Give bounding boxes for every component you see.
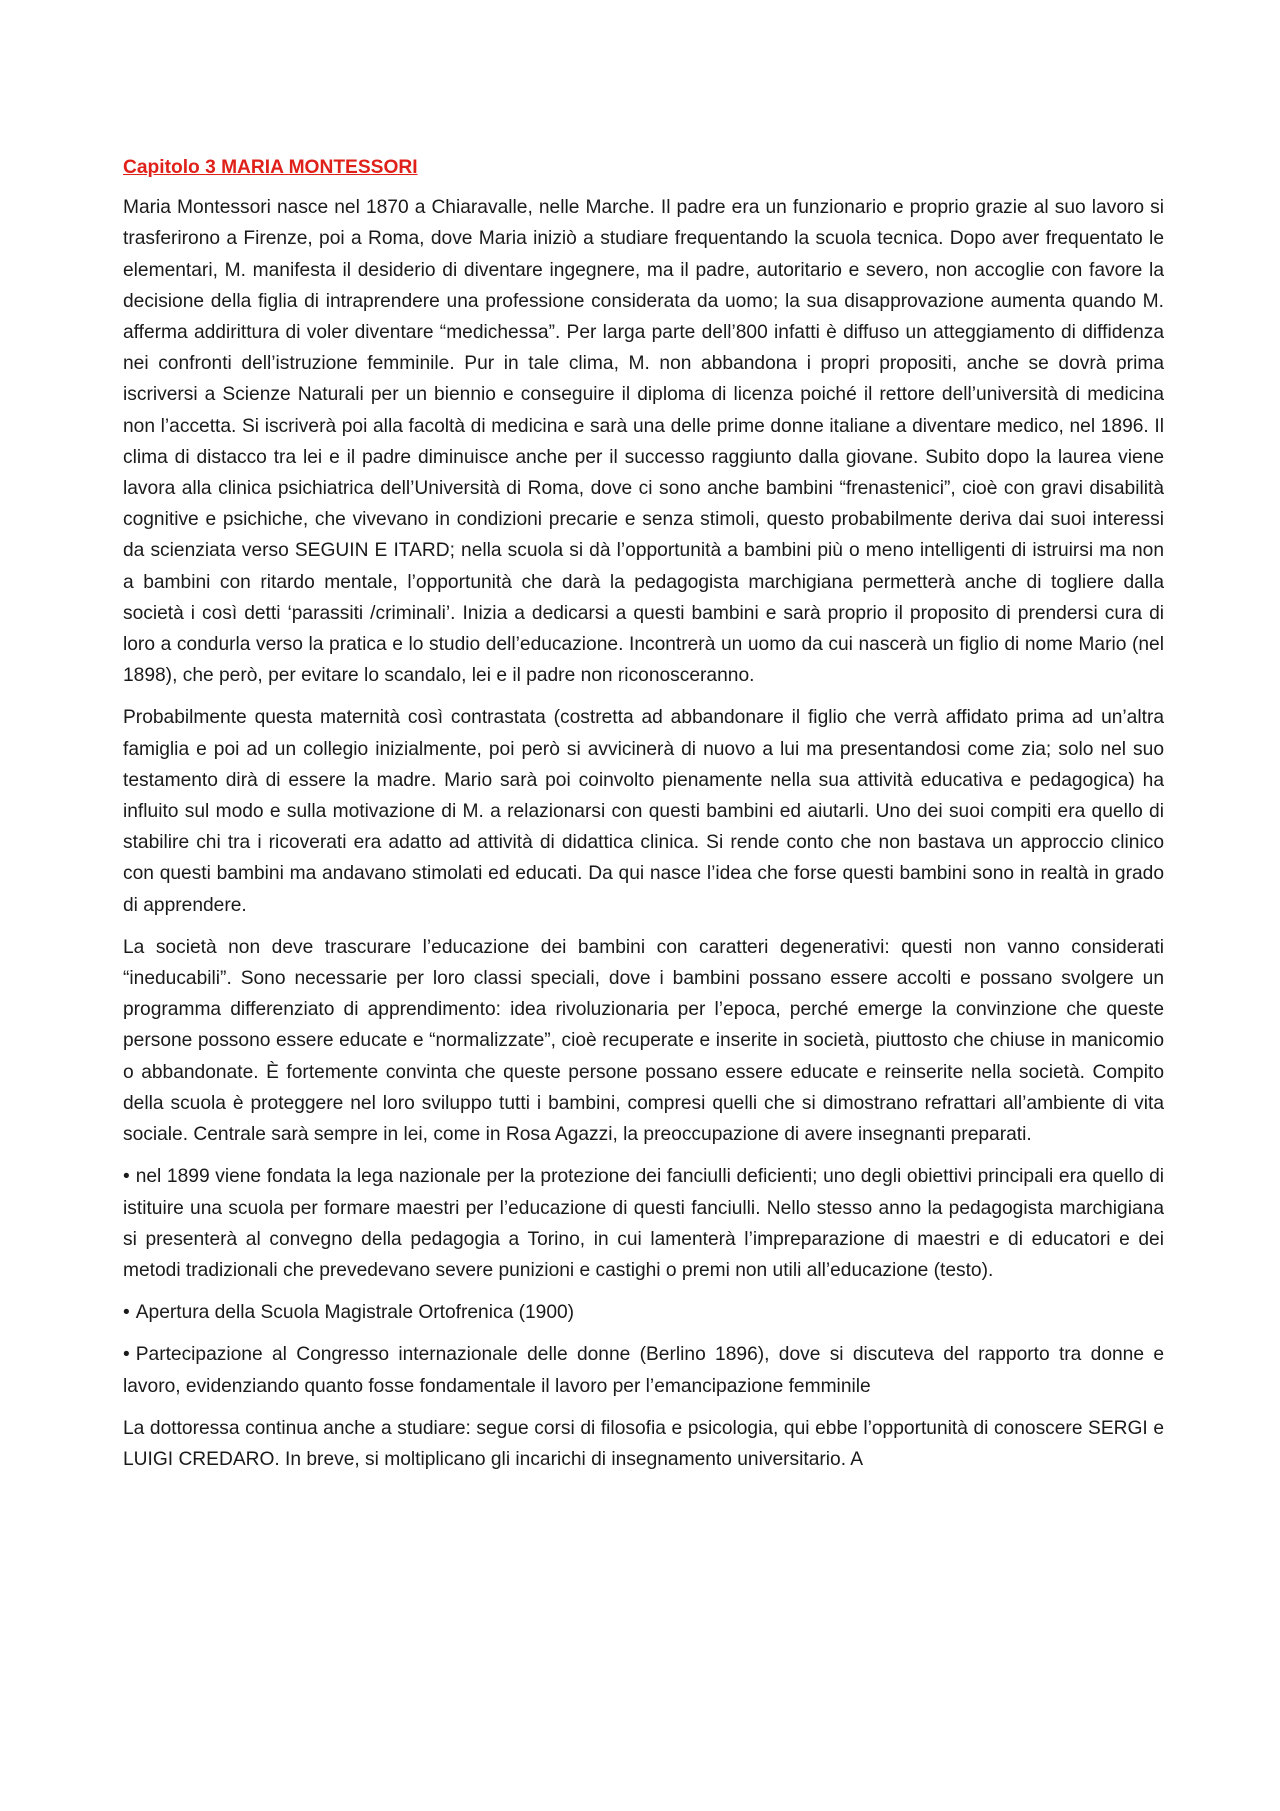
bullet-text: nel 1899 viene fondata la lega nazionale per la protezione dei fanciulli deficienti; uno degli obiettivi principali era quello di istituire una scuola per formare maestri per l’educazione di questi fanciulli. Nello stesso anno la pedagogista marchigiana si presenterà al convegno della pedagogia a Torino, in cui lamenterà l’impreparazione di maestri e di educatori e dei metodi tradizionali che prevedevano severe punizioni e castighi o premi non utili all’educazione (testo). bbox=[123, 1166, 1164, 1281]
document-page bbox=[123, 152, 1164, 1486]
bullet-item-congresso bbox=[123, 1339, 1164, 1401]
paragraph-studies: La dottoressa continua anche a studiare: segue corsi di filosofia e psicologia, qui ebbe l’opportunità di conoscere SERGI e LUIGI CREDARO. In breve, si moltiplicano gli incarichi di insegnamento universitario. A bbox=[123, 1417, 1164, 1470]
bullet-text: Apertura della Scuola Magistrale Ortofrenica (1900) bbox=[135, 1302, 575, 1324]
chapter-title: Capitolo 3 MARIA MONTESSORI bbox=[123, 157, 418, 178]
bullet-icon: • bbox=[123, 1302, 130, 1324]
bullet-icon: • bbox=[123, 1344, 130, 1366]
bullet-text: Partecipazione al Congresso internazionale delle donne (Berlino 1896), dove si discuteva del rapporto tra donne e lavoro, evidenziando quanto fosse fondamentale il lavoro per l’emancipazione femminile bbox=[123, 1344, 1164, 1397]
bullet-item-scuola-magistrale bbox=[123, 1297, 1164, 1328]
paragraph-society: La società non deve trascurare l’educazione dei bambini con caratteri degenerativi: questi non vanno considerati “ineducabili”. Sono necessarie per loro classi speciali, dove i bambini possano essere accolti e possano svolgere un programma differenziato di apprendimento: idea rivoluzionaria per l’epoca, perché emerge la convinzione che queste persone possono essere educate e “normalizzate”, cioè recuperate e inserite in società, piuttosto che chiuse in manicomio o abbandonate. È fortemente convinta che queste persone possano essere educate e reinserite nella società. Compito della scuola è proteggere nel loro sviluppo tutti i bambini, compresi quelli che si dimostrano refrattari all’ambiente di vita sociale. Centrale sarà sempre in lei, come in Rosa Agazzi, la preoccupazione di avere insegnanti preparati. bbox=[123, 936, 1164, 1146]
paragraph-maternity: Probabilmente questa maternità così contrastata (costretta ad abbandonare il figlio che verrà affidato prima ad un’altra famiglia e poi ad un collegio inizialmente, poi però si avvicinerà di nuovo a lui ma presentandosi come zia; solo nel suo testamento dirà di essere la madre. Mario sarà poi coinvolto pienamente nella sua attività educativa e pedagogica) ha influito sul modo e sulla motivazione di M. a relazionarsi con questi bambini ed aiutarli. Uno dei suoi compiti era quello di stabilire chi tra i ricoverati era adatto ad attività di didattica clinica. Si rende conto che non bastava un approccio clinico con questi bambini ma andavano stimolati ed educati. Da qui nasce l’idea che forse questi bambini sono in realtà in grado di apprendere. bbox=[123, 707, 1164, 916]
bullet-item-lega-nazionale bbox=[123, 1161, 1164, 1286]
bullet-icon: • bbox=[123, 1166, 130, 1188]
paragraph-biography: Maria Montessori nasce nel 1870 a Chiaravalle, nelle Marche. Il padre era un funzionario e proprio grazie al suo lavoro si trasferirono a Firenze, poi a Roma, dove Maria iniziò a studiare frequentando la scuola tecnica. Dopo aver frequentato le elementari, M. manifesta il desiderio di diventare ingegnere, ma il padre, autoritario e severo, non accoglie con favore la decisione della figlia di intraprendere una professione considerata da uomo; la sua disapprovazione aumenta quando M. afferma addirittura di voler diventare “medichessa”. Per larga parte dell’800 infatti è diffuso un atteggiamento di diffidenza nei confronti dell’istruzione femminile. Pur in tale clima, M. non abbandona i propri propositi, anche se dovrà prima iscriversi a Scienze Naturali per un biennio e conseguire il diploma di licenza poiché il rettore dell’università di medicina non l’accetta. Si iscriverà poi alla facoltà di medicina e sarà una delle prime donne italiane a diventare medico, nel 1896. Il clima di distacco tra lei e il padre diminuisce anche per il successo raggiunto dalla giovane. Subito dopo la laurea viene lavora alla clinica psichiatrica dell’Università di Roma, dove ci sono anche bambini “frenastenici”, cioè con gravi disabilità cognitive e psichiche, che vivevano in condizioni precarie e senza stimoli, questo probabilmente deriva dai suoi interessi da scienziata verso SEGUIN E ITARD; nella scuola si dà l’opportunità a bambini più o meno intelligenti di istruirsi ma non a bambini con ritardo mentale, l’opportunità che darà la pedagogista marchigiana permetterà anche di togliere dalla società i così detti ‘parassiti /criminali’. Inizia a dedicarsi a questi bambini e sarà proprio il proposito di prendersi cura di loro a condurla verso la pratica e lo studio dell’educazione. Incontrerà un uomo da cui nascerà un figlio di nome Mario (nel 1898), che però, per evitare lo scandalo, lei e il padre non riconosceranno. bbox=[123, 197, 1164, 687]
